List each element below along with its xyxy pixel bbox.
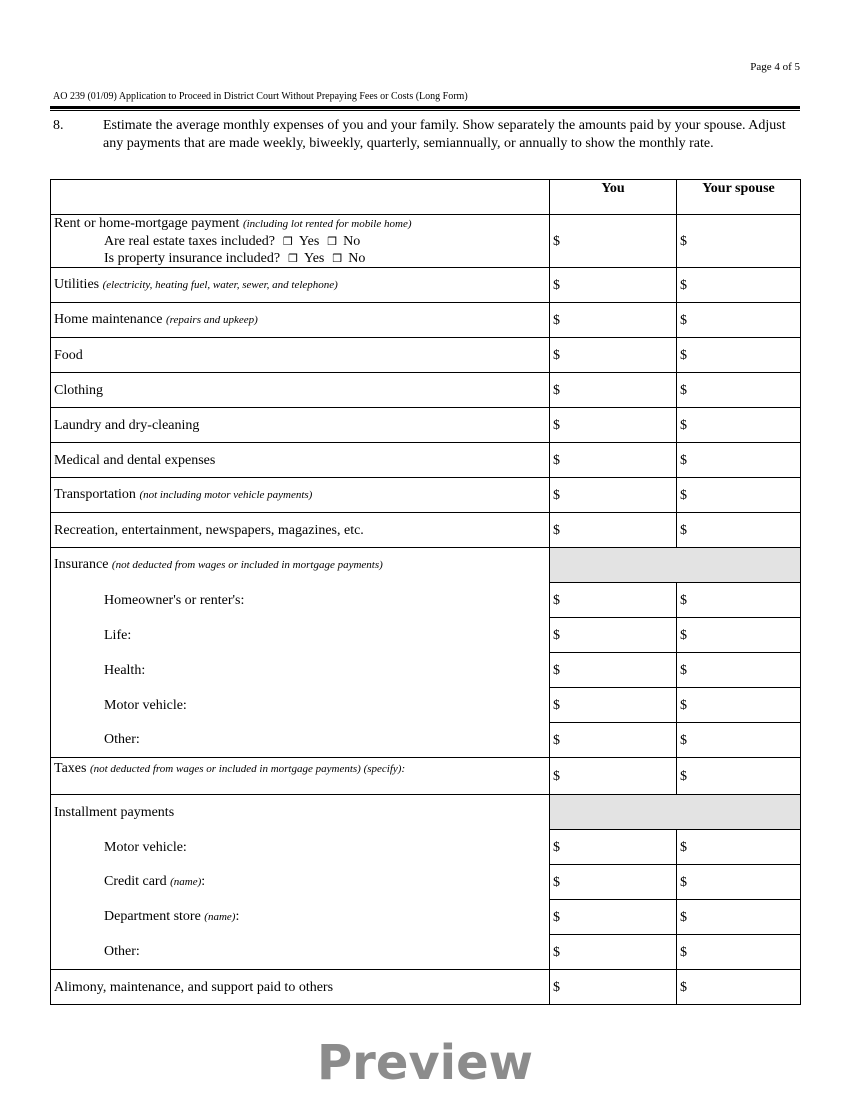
home-maintenance-label-cell: [51, 303, 550, 338]
insurance-other-you-field[interactable]: $: [550, 723, 677, 758]
installment-other-spouse-field[interactable]: $: [677, 935, 801, 970]
installment-other-label-cell: [51, 935, 550, 970]
question-number: 8.: [53, 118, 64, 133]
taxes-yes-label: Yes: [298, 234, 320, 249]
installment-motor-vehicle-label-wrap: [54, 839, 187, 856]
utilities-label: Utilities: [54, 277, 100, 292]
rent-spouse-field[interactable]: $: [677, 215, 801, 268]
installment-department-store-label-cell: [51, 900, 550, 935]
taxes-no-checkbox[interactable]: ❒: [327, 235, 338, 248]
installment-credit-card-spouse-field[interactable]: $: [677, 865, 801, 900]
expenses-table: [50, 179, 801, 1005]
table-row-insurance-homeowner-s-or-renter-s: [51, 583, 801, 618]
recreation-entertainment-newspapers-magazines-etc-spouse-field[interactable]: $: [677, 513, 801, 548]
installment-credit-card-note: (name): [170, 876, 202, 888]
table-row-installment-department-store: [51, 900, 801, 935]
installment-credit-card-label-wrap: [54, 873, 205, 891]
taxes-you-field[interactable]: $: [550, 758, 677, 795]
insurance-note: (not deducted from wages or included in mortgage payments): [111, 559, 383, 572]
table-row-insurance-motor-vehicle: [51, 688, 801, 723]
installment-label: Installment payments: [54, 804, 175, 820]
laundry-and-dry-cleaning-label-cell: [51, 408, 550, 443]
transportation-label: Transportation: [54, 487, 136, 502]
installment-motor-vehicle-spouse-field[interactable]: $: [677, 830, 801, 865]
installment-department-store-note: (name): [204, 911, 236, 923]
insurance-label-cell: [51, 548, 550, 583]
header-blank: [51, 180, 550, 215]
insurance-health-you-field[interactable]: $: [550, 653, 677, 688]
question-text: Estimate the average monthly expenses of you and your family. Show separately the amounts paid by your spouse. Adjust any payments that are made weekly, biweekly, quarterly, semiannually, or annually to show the monthly rate.: [103, 118, 786, 151]
insurance-motor-vehicle-you-field[interactable]: $: [550, 688, 677, 723]
food-you-field[interactable]: $: [550, 338, 677, 373]
installment-credit-card-you-field[interactable]: $: [550, 865, 677, 900]
insurance-life-spouse-field[interactable]: $: [677, 618, 801, 653]
question-8: [53, 117, 800, 152]
transportation-label-cell: [51, 478, 550, 513]
table-header-row: [51, 180, 801, 215]
taxes-label: Taxes: [54, 761, 87, 776]
installment-other-label: Other:: [104, 944, 140, 960]
recreation-entertainment-newspapers-magazines-etc-you-field[interactable]: $: [550, 513, 677, 548]
insurance-no-checkbox[interactable]: ❒: [332, 252, 343, 265]
real-estate-taxes-question: [54, 233, 546, 250]
insurance-other-label: Other:: [104, 732, 140, 748]
simple-expense-rows: [51, 268, 801, 548]
insurance-motor-vehicle-label: Motor vehicle:: [104, 697, 187, 713]
utilities-spouse-field[interactable]: $: [677, 268, 801, 303]
installment-motor-vehicle-label-cell: [51, 830, 550, 865]
utilities-you-field[interactable]: $: [550, 268, 677, 303]
insurance-yes-checkbox[interactable]: ❒: [288, 252, 298, 265]
insurance-motor-vehicle-label-cell: [51, 688, 550, 723]
page-number: Page 4 of 5: [750, 61, 800, 73]
food-label: Food: [54, 347, 83, 363]
insurance-yes-label: Yes: [303, 251, 325, 266]
installment-other-label-wrap: [54, 943, 140, 960]
laundry-and-dry-cleaning-spouse-field[interactable]: $: [677, 408, 801, 443]
medical-and-dental-expenses-label: Medical and dental expenses: [54, 452, 216, 468]
alimony-label-cell: [51, 970, 550, 1005]
home-maintenance-spouse-field[interactable]: $: [677, 303, 801, 338]
table-row-installment-credit-card: [51, 865, 801, 900]
home-maintenance-label: Home maintenance: [54, 312, 163, 327]
installment-motor-vehicle-you-field[interactable]: $: [550, 830, 677, 865]
installment-motor-vehicle-label: Motor vehicle:: [104, 839, 187, 855]
recreation-entertainment-newspapers-magazines-etc-label-cell: [51, 513, 550, 548]
table-row-insurance: [51, 548, 801, 583]
rent-note: (including lot rented for mobile home): [242, 218, 412, 230]
clothing-you-field[interactable]: $: [550, 373, 677, 408]
table-row-taxes: [51, 758, 801, 795]
transportation-note: (not including motor vehicle payments): [139, 489, 313, 501]
table-row-installment: [51, 795, 801, 830]
insurance-homeowner-s-or-renter-s-label: Homeowner's or renter's:: [104, 592, 245, 608]
medical-and-dental-expenses-label-cell: [51, 443, 550, 478]
header-you: You: [550, 180, 677, 215]
table-row-transportation: [51, 478, 801, 513]
laundry-and-dry-cleaning-label: Laundry and dry-cleaning: [54, 417, 200, 433]
installment-credit-card-label-cell: [51, 865, 550, 900]
food-spouse-field[interactable]: $: [677, 338, 801, 373]
insurance-no-label: No: [348, 251, 366, 266]
home-maintenance-note: (repairs and upkeep): [165, 314, 258, 326]
insurance-homeowner-s-or-renter-s-you-field[interactable]: $: [550, 583, 677, 618]
form-identifier: AO 239 (01/09) Application to Proceed in District Court Without Prepaying Fees or Costs (Long Form): [53, 91, 468, 102]
insurance-health-label-cell: [51, 653, 550, 688]
taxes-label-cell: [51, 758, 550, 795]
food-label-cell: [51, 338, 550, 373]
installment-department-store-suffix: :: [235, 909, 240, 924]
taxes-no-label: No: [343, 234, 361, 249]
transportation-spouse-field[interactable]: $: [677, 478, 801, 513]
installment-label-cell: [51, 795, 550, 830]
clothing-label-cell: [51, 373, 550, 408]
clothing-spouse-field[interactable]: $: [677, 373, 801, 408]
table-row-installment-other: [51, 935, 801, 970]
installment-credit-card-suffix: :: [201, 874, 206, 889]
preview-watermark: Preview: [316, 1035, 534, 1091]
rent-label-cell: [51, 215, 550, 268]
insurance-life-label: Life:: [104, 627, 132, 643]
property-insurance-label: Is property insurance included?: [104, 251, 281, 266]
installment-credit-card-label: Credit card: [104, 874, 167, 889]
laundry-and-dry-cleaning-you-field[interactable]: $: [550, 408, 677, 443]
insurance-motor-vehicle-spouse-field[interactable]: $: [677, 688, 801, 723]
table-row-installment-motor-vehicle: [51, 830, 801, 865]
taxes-spouse-field[interactable]: $: [677, 758, 801, 795]
insurance-homeowner-s-or-renter-s-spouse-field[interactable]: $: [677, 583, 801, 618]
insurance-other-spouse-field[interactable]: $: [677, 723, 801, 758]
alimony-you-field[interactable]: $: [550, 970, 677, 1005]
table-row-utilities: [51, 268, 801, 303]
table-row-clothing: [51, 373, 801, 408]
table-row-laundry-and-dry-cleaning: [51, 408, 801, 443]
installment-shaded-cell: [550, 795, 801, 830]
table-row-alimony: [51, 970, 801, 1005]
insurance-health-label: Health:: [104, 662, 146, 678]
taxes-note: (not deducted from wages or included in mortgage payments) (specify):: [89, 763, 406, 775]
alimony-spouse-field[interactable]: $: [677, 970, 801, 1005]
recreation-entertainment-newspapers-magazines-etc-label: Recreation, entertainment, newspapers, magazines, etc.: [54, 522, 364, 538]
rent-label: Rent or home-mortgage payment: [54, 216, 240, 231]
medical-and-dental-expenses-spouse-field[interactable]: $: [677, 443, 801, 478]
insurance-item-rows: [51, 583, 801, 758]
home-maintenance-you-field[interactable]: $: [550, 303, 677, 338]
header-rule-thin: [50, 110, 800, 111]
installment-department-store-you-field[interactable]: $: [550, 900, 677, 935]
table-row-medical-and-dental-expenses: [51, 443, 801, 478]
rent-you-field[interactable]: $: [550, 215, 677, 268]
table-row-recreation-entertainment-newspapers-magazines-etc: [51, 513, 801, 548]
installment-item-rows: [51, 830, 801, 970]
installment-department-store-label: Department store: [104, 909, 201, 924]
table-row-insurance-other: [51, 723, 801, 758]
installment-other-you-field[interactable]: $: [550, 935, 677, 970]
insurance-health-spouse-field[interactable]: $: [677, 653, 801, 688]
real-estate-taxes-label: Are real estate taxes included?: [104, 234, 276, 249]
header-rule-thick: [50, 106, 800, 109]
table-row-food: [51, 338, 801, 373]
insurance-shaded-cell: [550, 548, 801, 583]
insurance-other-label-cell: [51, 723, 550, 758]
property-insurance-question: [54, 250, 546, 267]
table-row-home-maintenance: [51, 303, 801, 338]
alimony-label: Alimony, maintenance, and support paid to others: [54, 979, 334, 995]
insurance-label: Insurance: [54, 557, 109, 573]
insurance-life-label-cell: [51, 618, 550, 653]
utilities-label-cell: [51, 268, 550, 303]
clothing-label: Clothing: [54, 382, 104, 398]
taxes-yes-checkbox[interactable]: ❒: [283, 235, 293, 248]
table-row-insurance-life: [51, 618, 801, 653]
installment-department-store-label-wrap: [54, 908, 239, 926]
transportation-you-field[interactable]: $: [550, 478, 677, 513]
header-your-spouse: Your spouse: [677, 180, 801, 215]
installment-department-store-spouse-field[interactable]: $: [677, 900, 801, 935]
insurance-life-you-field[interactable]: $: [550, 618, 677, 653]
insurance-homeowner-s-or-renter-s-label-cell: [51, 583, 550, 618]
medical-and-dental-expenses-you-field[interactable]: $: [550, 443, 677, 478]
table-row-insurance-health: [51, 653, 801, 688]
rent-heading: [54, 215, 546, 233]
table-row-rent: [51, 215, 801, 268]
utilities-note: (electricity, heating fuel, water, sewer, and telephone): [102, 279, 338, 291]
